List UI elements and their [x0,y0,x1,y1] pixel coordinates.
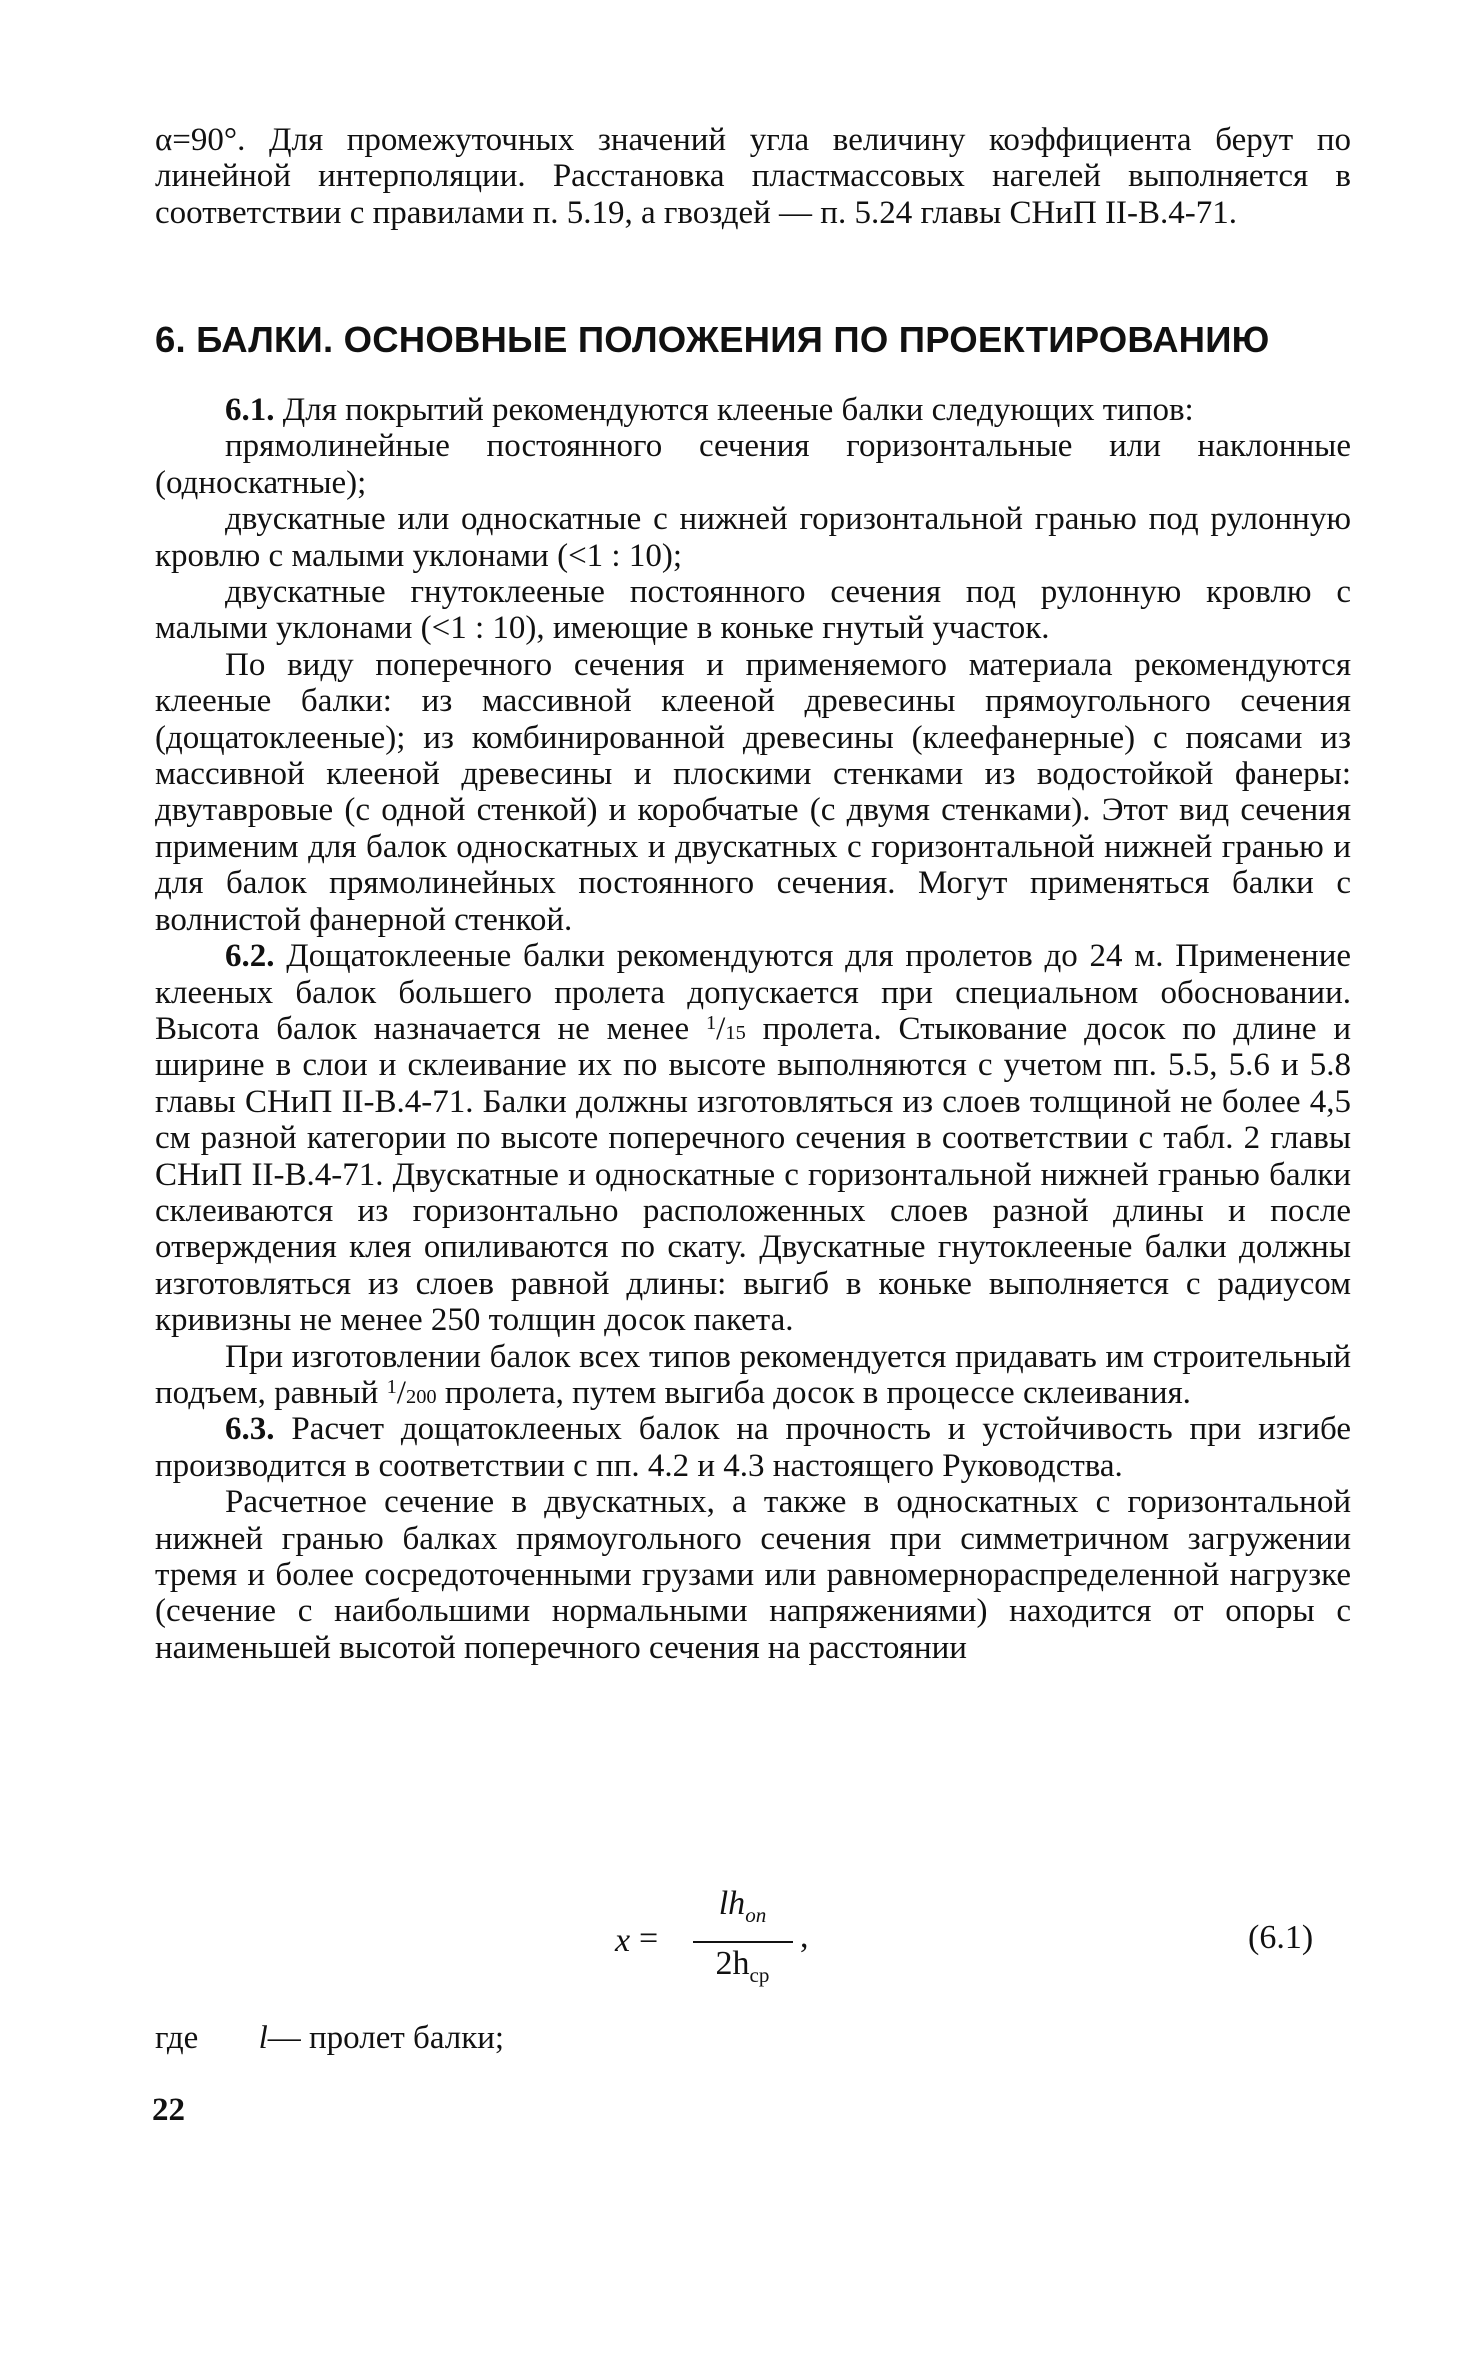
camber-fraction-denominator: 200 [405,1385,437,1408]
formula-comma: , [800,1918,809,1955]
clause-text-6-2a: Дощатоклееные балки рекомендуются для пролетов до 24 м. Применение клееных балок большего пролета допускается при специальном обосновании. Высота балок назначается не менее [155,938,1351,1047]
list-item-3: двускатные гнутоклееные постоянного сечения под рулонную кровлю с малыми уклонами (<1 : 10), имеющие в коньке гнутый участок. [155,574,1351,647]
formula-numerator [695,1885,790,1928]
camber-fraction-numerator: 1 [386,1375,397,1398]
numerator-var: lh [718,1885,746,1922]
formula-lhs: x [615,1922,631,1959]
formula-equals: = [639,1920,659,1957]
camber-text-b: пролета, путем выгиба досок в процессе склеивания. [436,1374,1191,1411]
where-word: где [155,2020,199,2056]
paragraph-section-kind: По виду поперечного сечения и применяемого материала рекомендуются клееные балки: из массивной клееной древесины прямоугольного сечения (дощатоклееные); из комбинированной древесины (клеефанерные) с поясами из массивной клееной древесины и плоскими стенками из водостойкой фанеры: двутавровые (с одной стенкой) и коробчатые (с двумя стенками). Этот вид сечения применим для балок односкатных и двускатных с горизонтальной нижней гранью и для балок прямолинейных постоянного сечения. Могут применяться балки с волнистой фанерной стенкой. [155,646,1351,938]
section-body [155,392,1351,1666]
paragraph-camber [155,1339,1351,1412]
page-number: 22 [152,2092,185,2128]
fraction-slash: / [716,1010,726,1047]
list-item-2: двускатные или односкатные с нижней горизонтальной гранью под рулонную кровлю с малыми уклонами (<1 : 10); [155,501,1351,574]
clause-text-6-2b: пролета. Стыкование досок по длине и ширине в слои и склеивание их по высоте выполняются с учетом пп. 5.5, 5.6 и 5.8 главы СНиП II-В.4-71. Балки должны изготовляться из слоев толщиной не более 4,5 см разной категории по высоте поперечного сечения в соответствии с табл. 2 главы СНиП II-В.4-71. Двускатные и односкатные с горизонтальной нижней гранью балки склеиваются из горизонтально расположенных слоев разной длины и после отверждения клея опиливаются по скату. Двускатные гнутоклееные балки должны изготовляться из слоев равной длины: выгиб в коньке выполняется с радиусом кривизны не менее 250 толщин досок пакета. [155,1010,1351,1339]
denominator-var: 2h [715,1945,750,1982]
paragraph-continuation: α=90°. Для промежуточных значений угла величину коэффициента берут по линейной интерполяции. Расстановка пластмассовых нагелей выполняется в соответствии с правилами п. 5.19, а гвоздей — п. 5.24 главы СНиП II-В.4-71. [155,122,1351,231]
where-symbol: l [258,2020,268,2056]
numerator-sub: оп [745,1902,767,1927]
clause-text-6-3: Расчет дощатоклееных балок на прочность и устойчивость при изгибе производится в соответствии с пп. 4.2 и 4.3 настоящего Руководства. [155,1411,1352,1484]
paragraph-top [155,122,1351,231]
where-definition: — пролет балки; [267,2020,505,2056]
where-clause [155,2020,504,2057]
paragraph-6-1 [155,392,1351,428]
camber-text-a: При изготовлении балок всех типов рекомендуется придавать им строительный подъем, равный [155,1338,1351,1411]
denominator-sub: ср [749,1962,770,1987]
fraction-numerator: 1 [705,1011,717,1034]
paragraph-6-3 [155,1411,1351,1484]
equation-number: (6.1) [1248,1919,1314,1956]
clause-number-6-1: 6.1. [225,392,275,428]
fraction-bar [693,1941,793,1943]
clause-text-6-1: Для покрытий рекомендуются клееные балки следующих типов: [282,392,1194,428]
formula-6-1 [615,1885,865,1995]
clause-number-6-3: 6.3. [225,1411,275,1448]
clause-number-6-2: 6.2. [225,938,275,975]
paragraph-calculation: Расчетное сечение в двускатных, а также в односкатных с горизонтальной нижней гранью балках прямоугольного сечения при симметричном загружении тремя и более сосредоточенными грузами или равномернораспределенной нагрузке (сечение с наибольшими нормальными напряжениями) находится от опоры с наименьшей высотой поперечного сечения на расстоянии [155,1484,1351,1666]
section-heading: 6. БАЛКИ. ОСНОВНЫЕ ПОЛОЖЕНИЯ ПО ПРОЕКТИРОВАНИЮ [155,319,1270,360]
camber-fraction-slash: / [396,1374,406,1411]
fraction-denominator: 15 [725,1021,746,1044]
formula-denominator [695,1945,790,1988]
paragraph-6-2 [155,938,1351,1338]
list-item-1: прямолинейные постоянного сечения горизонтальные или наклонные (односкатные); [155,428,1351,501]
